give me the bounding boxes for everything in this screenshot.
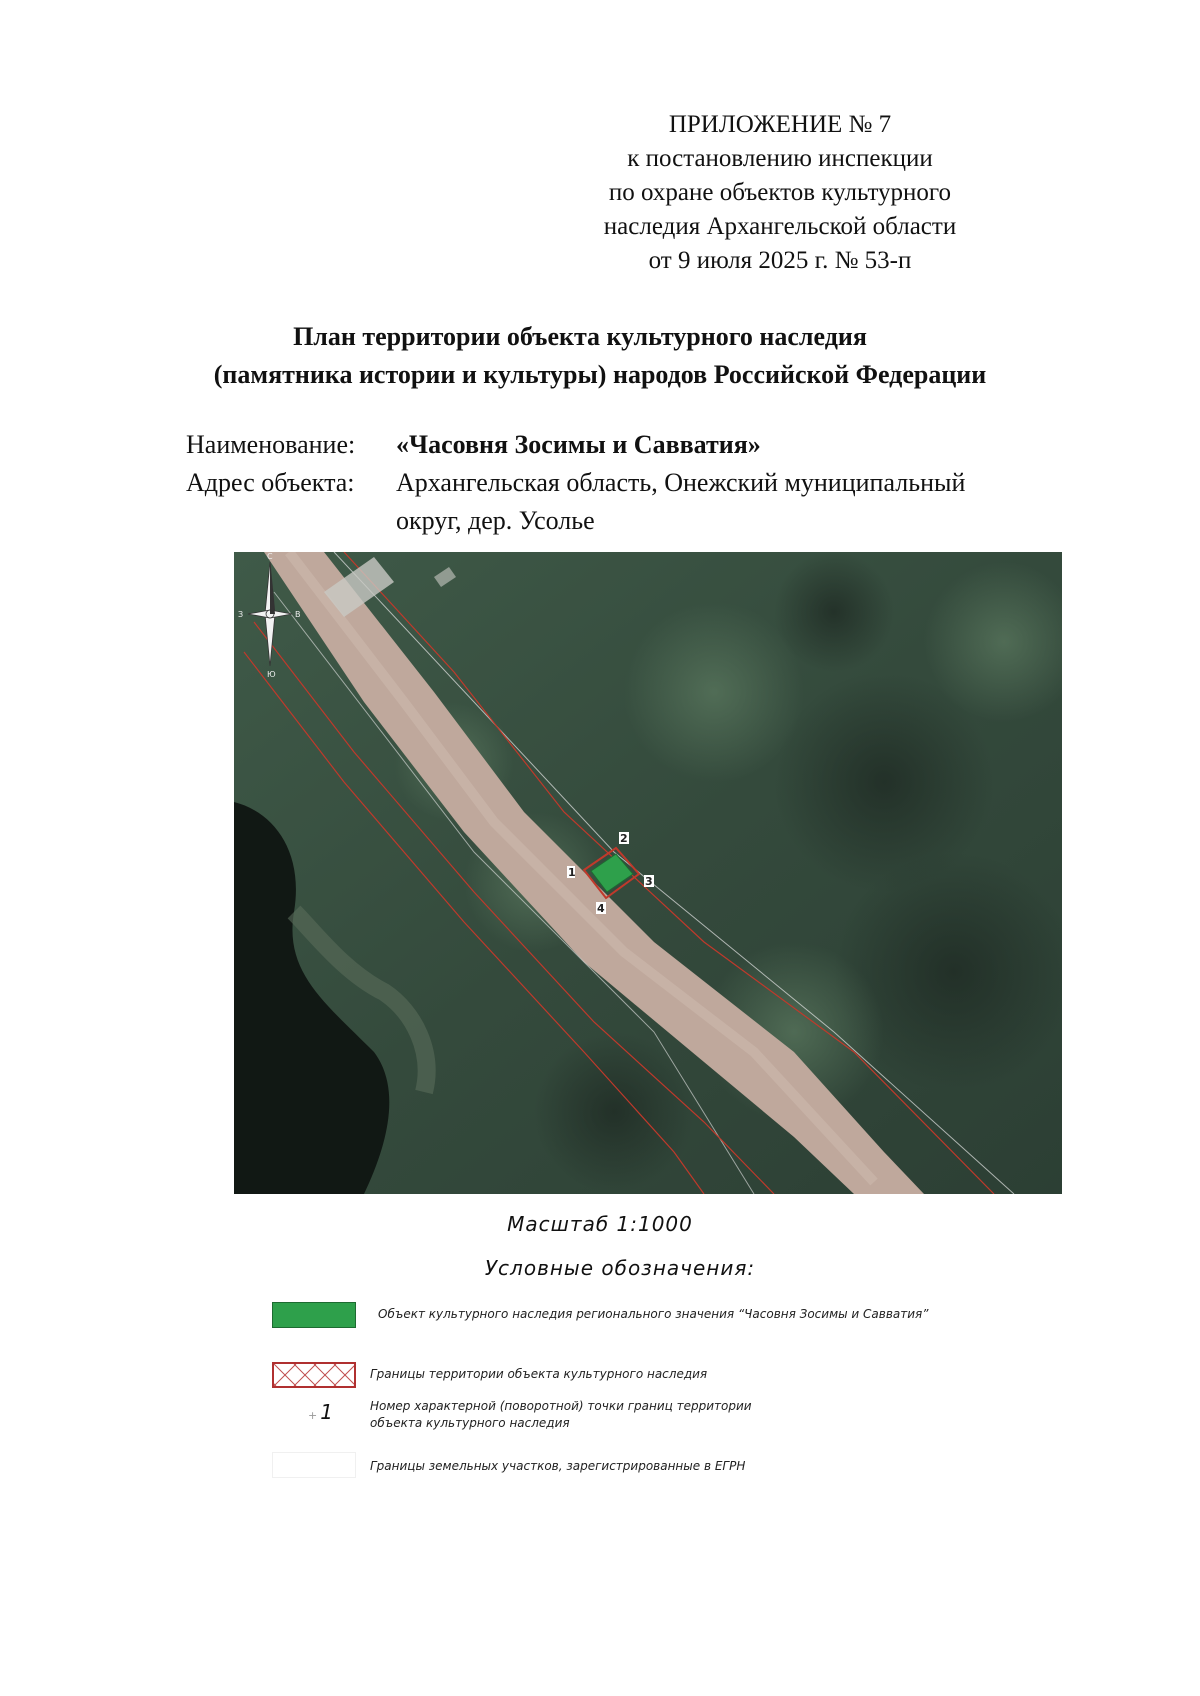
object-info [186, 426, 1016, 540]
address-label: Адрес объекта: [186, 468, 355, 497]
legend-text-boundary: Границы территории объекта культурного наследия [370, 1367, 708, 1381]
title-line: План территории объекта культурного наследия [293, 322, 867, 351]
name-value: «Часовня Зосимы и Савватия» [396, 430, 761, 459]
hatch-pattern-icon [274, 1364, 354, 1386]
satellite-map [234, 552, 1062, 1194]
appendix-date: от 9 июля 2025 г. № 53-п [648, 247, 912, 274]
document-title [0, 318, 1200, 394]
map-image [234, 552, 1062, 1194]
appendix-line: по охране объектов культурного [608, 179, 952, 206]
appendix-number: ПРИЛОЖЕНИЕ № 7 [668, 111, 892, 138]
map-scale: Масштаб 1:1000 [507, 1212, 693, 1236]
legend-swatch-boundary [272, 1362, 356, 1388]
address-value: Архангельская область, Онежский муниципальный округ, дер. Усолье [396, 468, 966, 535]
title-line: (памятника истории и культуры) народов Российской Федерации [213, 360, 987, 389]
appendix-line: наследия Архангельской области [603, 213, 957, 240]
legend-text-egrn: Границы земельных участков, зарегистрированные в ЕГРН [370, 1459, 746, 1473]
legend-swatch-egrn [272, 1452, 356, 1478]
legend-point-marker [308, 1400, 333, 1424]
name-label: Наименование: [186, 430, 356, 459]
point-dot-icon: + [308, 1409, 318, 1422]
compass-south: Ю [267, 670, 276, 679]
compass-west: З [238, 610, 244, 619]
address-row [186, 464, 1016, 540]
legend-point-number: 1 [320, 1400, 333, 1424]
compass-north: С [267, 552, 273, 561]
point-label-3: 3 [645, 875, 653, 888]
legend-title: Условные обозначения: [484, 1256, 756, 1280]
point-label-4: 4 [597, 902, 605, 915]
compass-east: В [295, 610, 301, 619]
appendix-line: к постановлению инспекции [627, 145, 933, 172]
legend-text-object: Объект культурного наследия регионального значения “Часовня Зосимы и Савватия” [378, 1307, 929, 1321]
appendix-header [560, 108, 1000, 278]
point-label-2: 2 [620, 832, 628, 845]
name-row [186, 426, 1016, 464]
legend-text-point: Номер характерной (поворотной) точки границ территории объекта культурного наследия [370, 1399, 752, 1430]
point-label-1: 1 [568, 866, 576, 879]
legend-swatch-object [272, 1302, 356, 1328]
